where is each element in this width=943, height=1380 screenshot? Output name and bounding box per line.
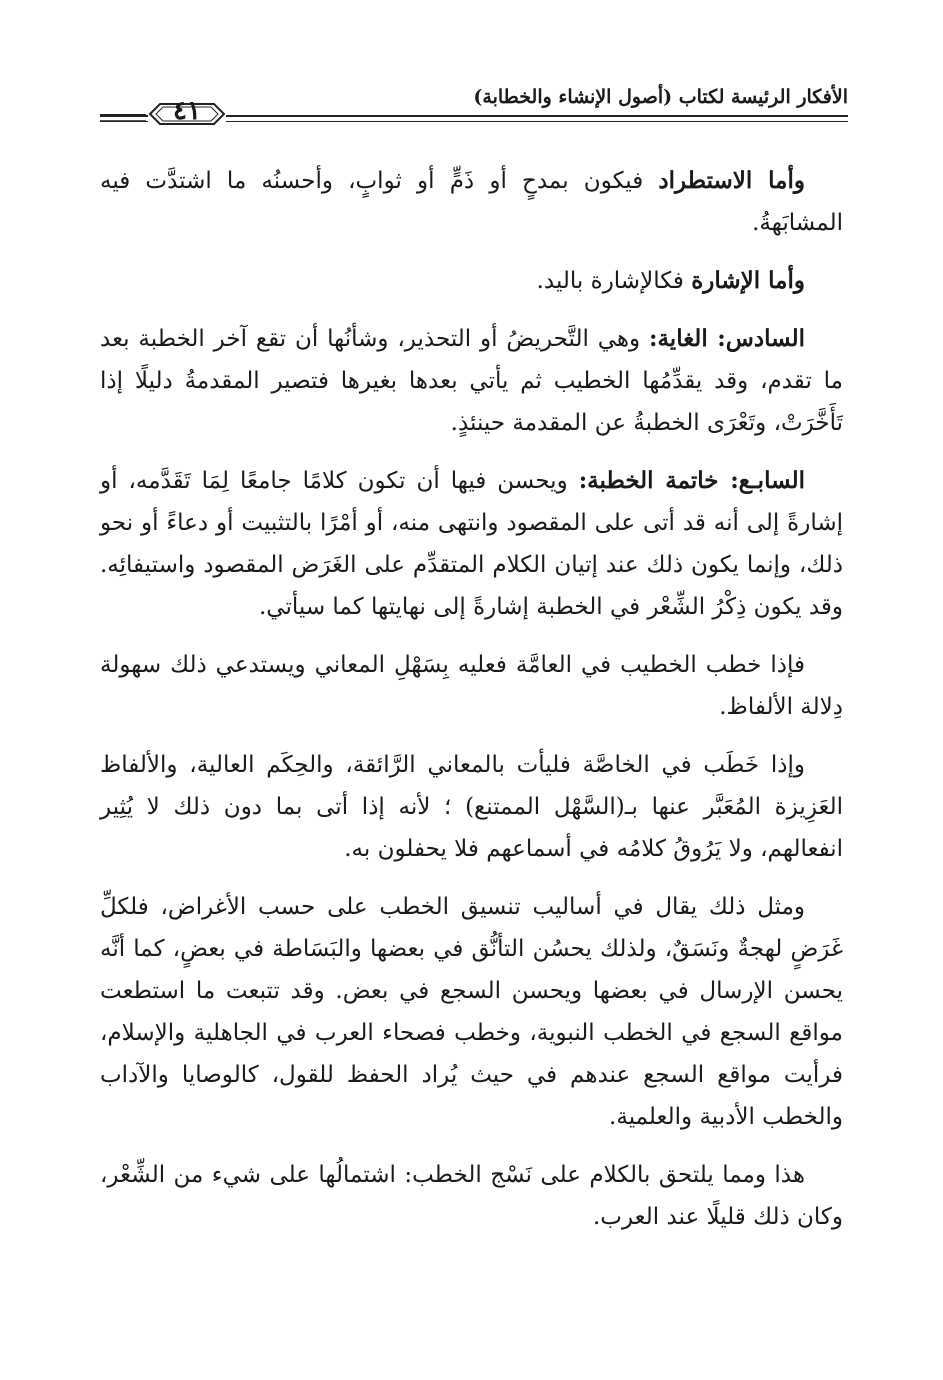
paragraph-text: فيكون بمدحٍ أو ذَمٍّ أو ثوابٍ، وأحسنُه ما اشتدَّت فيه المشابَهةُ. [100, 168, 843, 236]
paragraph-text: وهي التَّحريضُ أو التحذير، وشأنُها أن تقع آخر الخطبة بعد ما تقدم، وقد يقدِّمُها الخطيب ثم يأتي بعدها بغيرها فتصير المقدمةُ دليلًا إذا تَأَخَّرَتْ، وتَعْرَى الخطبةُ عن المقدمة حينئذٍ. [100, 326, 843, 436]
paragraph-lead: السابـع: خاتمة الخطبة: [578, 467, 805, 494]
paragraph-text: هذا ومما يلتحق بالكلام على نَسْج الخطب: اشتمالُها على شيء من الشِّعْر، وكان ذلك قليلًا عند العرب. [100, 1162, 843, 1230]
paragraph-ishara [100, 260, 843, 302]
page-header [100, 80, 848, 130]
paragraph-text: ويحسن فيها أن تكون كلامًا جامعًا لِمَا تَقَدَّمه، أو إشارةً إلى أنه قد أتى على المقصود وانتهى منه، أو أمْرًا بالتثبيت أو دعاءً أو نحو ذلك، وإنما يكون ذلك عند إتيان الكلام المتقدِّم على الغَرَض المقصود واستيفائِه. وقد يكون ذِكْرُ الشِّعْر في الخطبة إشارةً إلى نهايتها كما سيأتي. [100, 468, 843, 620]
paragraph-istitrad [100, 160, 843, 244]
paragraph-ghaya [100, 318, 843, 444]
page-number-ornament [148, 92, 226, 132]
page-number: ٤١ [173, 96, 201, 126]
paragraph-khatima [100, 460, 843, 628]
running-title: الأفكار الرئيسة لكتاب (أصول الإنشاء والخطابة) [465, 86, 848, 108]
paragraph-lead: السادس: الغاية: [648, 325, 806, 352]
paragraph-khassa [100, 744, 843, 870]
paragraph-lead: وأما الإشارة [691, 267, 805, 294]
paragraph-asalib [100, 886, 843, 1138]
paragraph-shir [100, 1154, 843, 1238]
paragraph-lead: وأما الاستطراد [658, 167, 805, 194]
paragraph-text: فكالإشارة باليد. [536, 268, 692, 294]
paragraph-text: فإذا خطب الخطيب في العامَّة فعليه بِسَهْلِ المعاني ويستدعي ذلك سهولة دِلالة الألفاظ. [100, 652, 843, 720]
paragraph-text: ومثل ذلك يقال في أساليب تنسيق الخطب على حسب الأغراض، فلكلِّ غَرَضٍ لهجةٌ ونَسَقٌ، ولذلك يحسُن التأنُّق في بعضها والبَسَاطة في بعضٍ، كما أنَّه يحسن الإرسال في بعضها ويحسن السجع في بعض. وقد تتبعت ما استطعت مواقع السجع في الخطب النبوية، وخطب فصحاء العرب في الجاهلية والإسلام، فرأيت مواقع السجع عندهم في حيث يُراد الحفظ للقول، كالوصايا والآداب والخطب الأدبية والعلمية. [100, 894, 843, 1130]
paragraph-amma [100, 644, 843, 728]
page-body [100, 160, 843, 1238]
paragraph-text: وإذا خَطَب في الخاصَّة فليأت بالمعاني الرَّائقة، والحِكَم العالية، والألفاظ العَزِيزة المُعَبَّر عنها بـ(السَّهْل الممتنع) ؛ لأنه إذا أتى بما دون ذلك لا يُثِير انفعالهم، ولا يَرُوقُ كلامُه في أسماعهم فلا يحفلون به. [100, 752, 843, 862]
header-ornament-lines [100, 110, 146, 126]
